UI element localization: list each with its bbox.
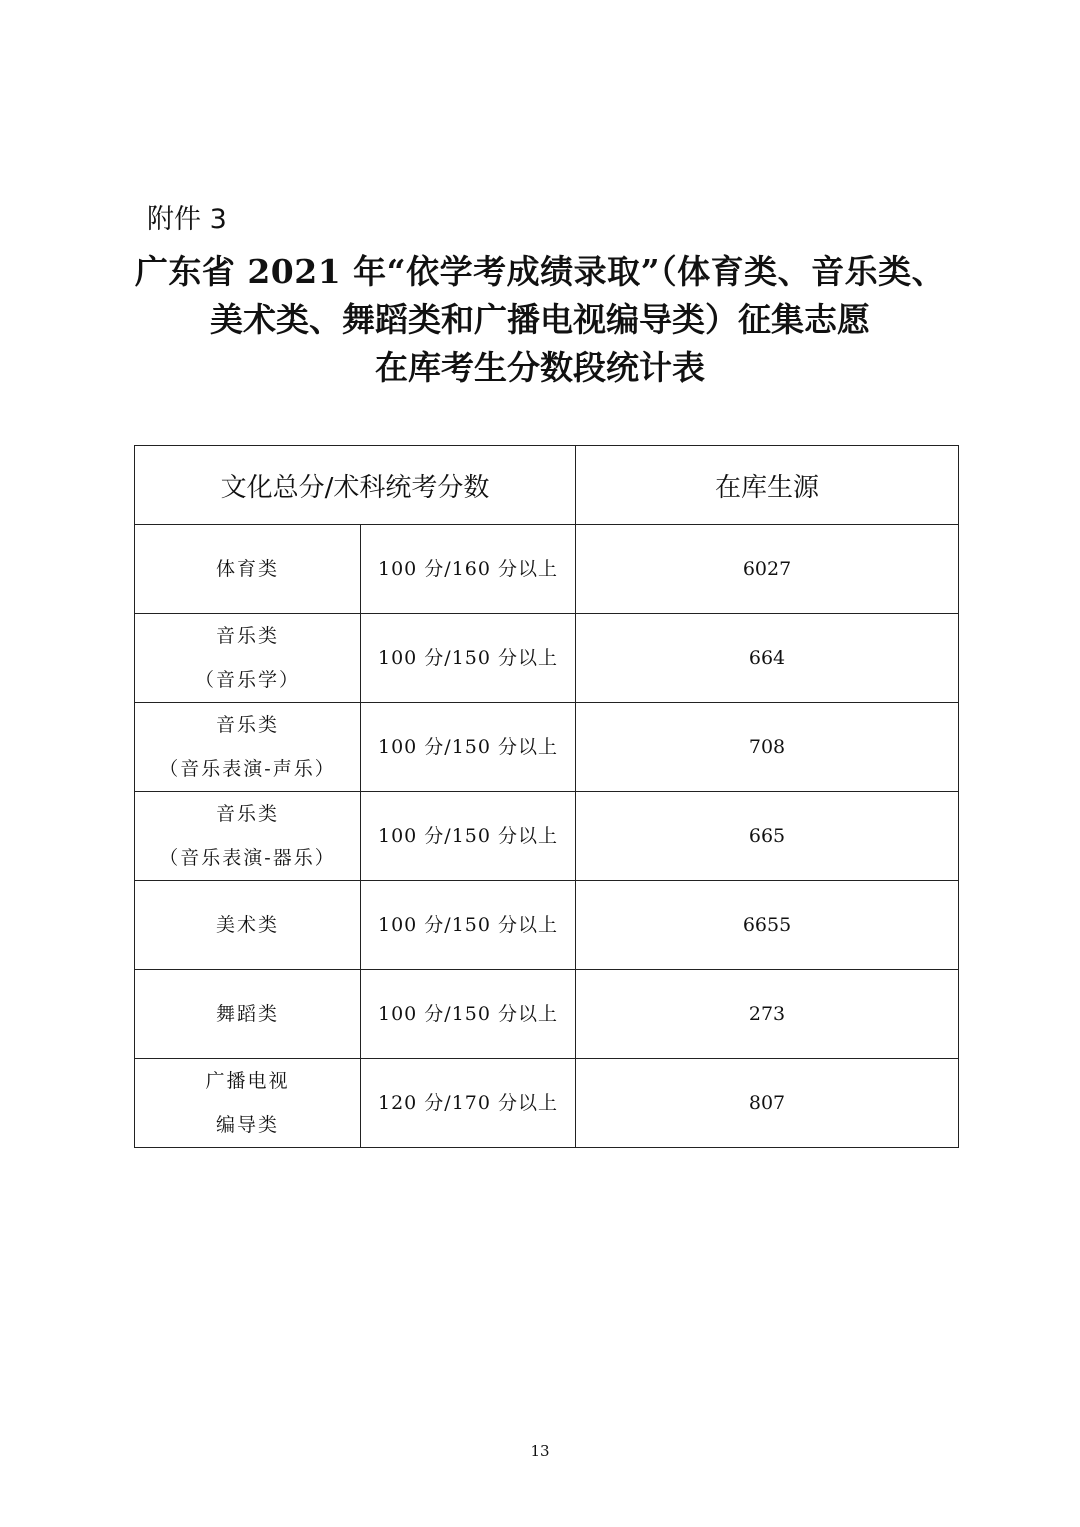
title-line-3: 在库考生分数段统计表 <box>375 348 705 387</box>
pool-count-cell: 6655 <box>576 881 959 970</box>
category-cell <box>135 792 361 881</box>
pool-count-cell: 6027 <box>576 525 959 614</box>
category-cell <box>135 614 361 703</box>
table-row <box>135 614 959 703</box>
table-header-row <box>135 446 959 525</box>
pool-count-cell: 708 <box>576 703 959 792</box>
header-pool: 在库生源 <box>576 446 959 525</box>
category-cell <box>135 1059 361 1148</box>
category-label: 音乐类 <box>215 803 279 825</box>
category-cell <box>135 703 361 792</box>
pool-count-cell: 807 <box>576 1059 959 1148</box>
category-label: 体育类 <box>215 558 279 580</box>
table-row <box>135 881 959 970</box>
category-label: 音乐类 <box>215 625 279 647</box>
header-score: 文化总分/术科统考分数 <box>135 446 576 525</box>
table-row <box>135 792 959 881</box>
category-label: 舞蹈类 <box>215 1003 279 1025</box>
score-threshold-cell: 120 分/170 分以上 <box>361 1059 576 1148</box>
score-threshold-cell: 100 分/150 分以上 <box>361 970 576 1059</box>
category-label: 广播电视 <box>205 1070 290 1092</box>
score-statistics-table <box>134 445 959 1148</box>
table-body <box>135 525 959 1148</box>
table-row <box>135 703 959 792</box>
score-threshold-cell: 100 分/160 分以上 <box>361 525 576 614</box>
title-line-2: 美术类、舞蹈类和广播电视编导类）征集志愿 <box>210 300 870 339</box>
score-threshold-cell: 100 分/150 分以上 <box>361 792 576 881</box>
score-threshold-cell: 100 分/150 分以上 <box>361 703 576 792</box>
category-label: （音乐表演-声乐） <box>159 758 336 780</box>
pool-count-cell: 273 <box>576 970 959 1059</box>
category-label: 美术类 <box>215 914 279 936</box>
score-threshold-cell: 100 分/150 分以上 <box>361 881 576 970</box>
category-cell <box>135 525 361 614</box>
category-cell <box>135 881 361 970</box>
table-row <box>135 1059 959 1148</box>
title-line-1: 广东省 2021 年“依学考成绩录取”（体育类、音乐类、 <box>134 252 946 291</box>
pool-count-cell: 664 <box>576 614 959 703</box>
table-row <box>135 525 959 614</box>
category-label: 编导类 <box>215 1114 279 1136</box>
attachment-label: 附件 3 <box>147 204 227 235</box>
page-number: 13 <box>530 1442 550 1460</box>
document-title <box>130 248 950 392</box>
table-row <box>135 970 959 1059</box>
pool-count-cell: 665 <box>576 792 959 881</box>
category-label: 音乐类 <box>215 714 279 736</box>
category-label: （音乐学） <box>194 669 300 691</box>
category-label: （音乐表演-器乐） <box>159 847 336 869</box>
score-threshold-cell: 100 分/150 分以上 <box>361 614 576 703</box>
category-cell <box>135 970 361 1059</box>
